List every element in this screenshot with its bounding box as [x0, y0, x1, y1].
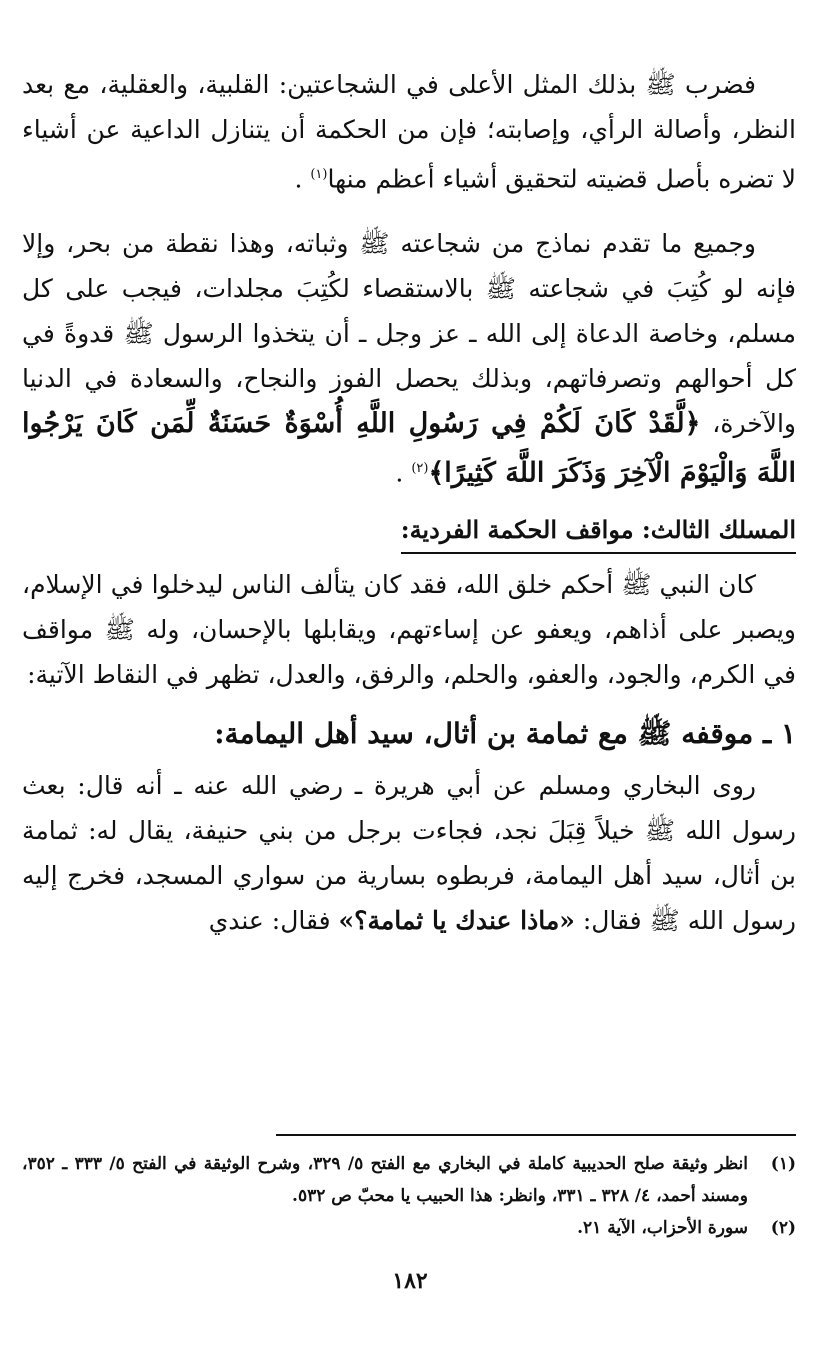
page-body: [22, 62, 796, 943]
footnote-ref-1: (١): [310, 167, 328, 182]
paragraph-1-text: فضرب ﷺ بذلك المثل الأعلى في الشجاعتين: القلبية، والعقلية، مع بعد النظر، وأصالة الرأي، وإصابته؛ فإن من الحكمة أن يتنازل الداعية عن أشياء لا تضره بأصل قضيته لتحقيق أشياء أعظم منها: [22, 70, 796, 194]
subsection-title: ١ ـ موقفه ﷺ مع ثمامة بن أثال، سيد أهل اليمامة:: [214, 716, 796, 750]
footnote-number: (٢): [770, 1218, 796, 1238]
paragraph-4: [22, 763, 796, 943]
paragraph-2-end: .: [395, 458, 404, 488]
footnote-text: سورة الأحزاب، الآية ٢١.: [577, 1218, 748, 1238]
footnote-divider: [276, 1134, 796, 1136]
footnote-1: [22, 1148, 796, 1212]
paragraph-2: [22, 221, 796, 495]
paragraph-4-text: روى البخاري ومسلم عن أبي هريرة ـ رضي الله عنه ـ أنه قال: بعث رسول الله ﷺ خيلاً قِبَلَ نجد، فجاءت برجل من بني حنيفة، يقال له: ثمامة بن أثال، سيد أهل اليمامة، فربطوه بسارية من سواري المسجد، فخرج إليه رسول الله ﷺ فقال:: [22, 770, 796, 935]
footnote-ref-2: (٢): [411, 461, 429, 477]
page-number: ١٨٢: [392, 1268, 428, 1294]
hadith-quote: «ماذا عندك يا ثمامة؟»: [338, 905, 575, 935]
section-title: المسلك الثالث: مواقف الحكمة الفردية:: [401, 510, 796, 554]
paragraph-3: كان النبي ﷺ أحكم خلق الله، فقد كان يتألف الناس ليدخلوا في الإسلام، ويصبر على أذاهم، ويعفو عن إساءتهم، ويقابلها بالإحسان، وله ﷺ مواقف في الكرم، والجود، والعفو، والحلم، والرفق، والعدل، تظهر في النقاط الآتية:: [22, 569, 796, 689]
quran-verse: ﴿لَّقَدْ كَانَ لَكُمْ فِي رَسُولِ اللَّهِ أُسْوَةٌ حَسَنَةٌ لِّمَن كَانَ يَرْجُوا اللَّهَ وَالْيَوْمَ الْآخِرَ وَذَكَرَ اللَّهَ كَثِيرًا﴾: [22, 408, 796, 489]
paragraph-1-end: .: [294, 164, 303, 194]
paragraph-2-text: وجميع ما تقدم نماذج من شجاعته ﷺ وثباته، وهذا نقطة من بحر، وإلا فإنه لو كُتِبَ في شجاعته ﷺ بالاستقصاء لكُتِبَ مجلدات، فيجب على كل مسلم، وخاصة الدعاة إلى الله ـ عز وجل ـ أن يتخذوا الرسول ﷺ قدوةً في كل أحوالهم وتصرفاتهم، وبذلك يحصل الفوز والنجاح، والسعادة في الدنيا والآخرة،: [22, 229, 796, 439]
paragraph-4-end: فقال: عندي: [208, 905, 331, 935]
footnote-number: (١): [770, 1154, 796, 1174]
paragraph-1: [22, 62, 796, 201]
footnotes: [22, 1148, 796, 1244]
footnote-2: [22, 1212, 796, 1244]
footnote-text: انظر وثيقة صلح الحديبية كاملة في البخاري مع الفتح ٥/ ٣٢٩، وشرح الوثيقة في الفتح ٥/ ٣٣٣ ـ ٣٥٢، ومسند أحمد، ٤/ ٣٢٨ ـ ٣٣١، وانظر: هذا الحبيب يا محبّ ص ٥٣٢.: [22, 1154, 748, 1206]
